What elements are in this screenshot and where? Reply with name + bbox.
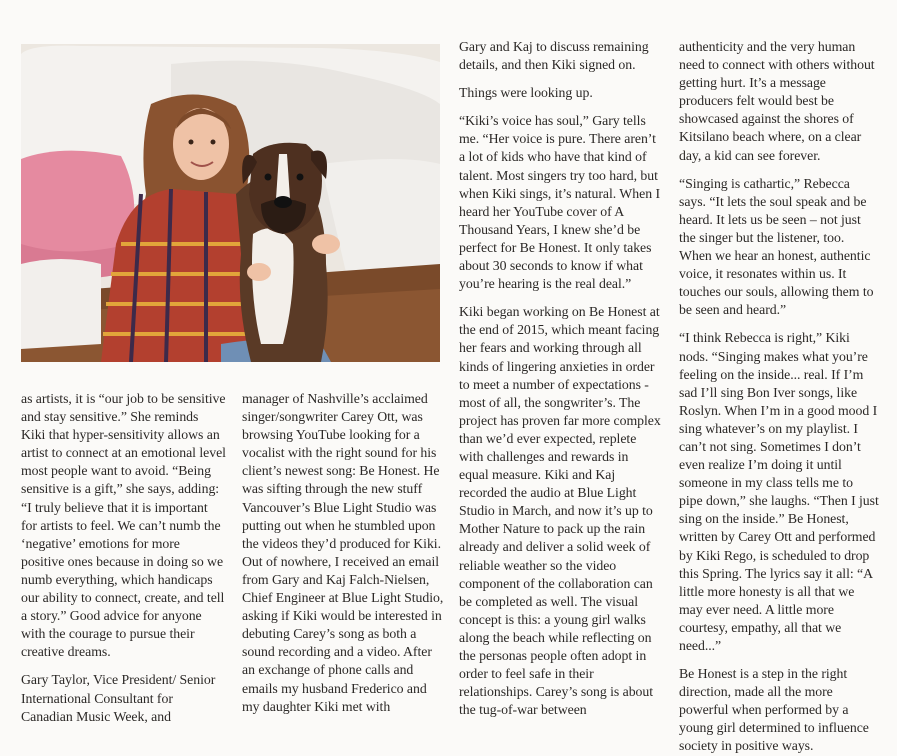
column-4 <box>679 38 879 756</box>
column-2 <box>242 390 444 716</box>
column-4-paragraph-3: “I think Rebecca is right,” Kiki nods. “Singing makes what you’re feeling on the inside... real. If I’m sad I’ll sing Bon Iver songs, like Roslyn. When I’m in a good mood I sing whatever’s on my playlist. I can’t not sing. Sometimes I don’t even realize I’m doing it until someone in my class tells me to pipe down,” she laughs. “Then I just sing on the inside.” Be Honest, written by Carey Ott and performed by Kiki Rego, is scheduled to drop this Spring. The lyrics say it all: “A little more honesty is all that we may ever need. A little more courtesy, empathy, all that we need...” <box>679 330 879 653</box>
column-4-paragraph-4: Be Honest is a step in the right direction, made all the more powerful when performed by a young girl determined to influence society in positive ways. <box>679 666 869 754</box>
column-3-paragraph-1: Gary and Kaj to discuss remaining details, and then Kiki signed on. <box>459 39 649 73</box>
column-3 <box>459 38 661 719</box>
column-1-paragraph-2: Gary Taylor, Vice President/ Senior International Consultant for Canadian Music Week, and <box>21 672 216 724</box>
column-1 <box>21 390 226 726</box>
photo-kiki-with-dog <box>21 44 440 362</box>
column-2-paragraph-1: manager of Nashville’s acclaimed singer/songwriter Carey Ott, was browsing YouTube looking for a vocalist with the right sound for his client’s newest song: Be Honest. He was sifting through the new stuff Vancouver’s Blue Light Studio was putting out when he stumbled upon the videos they’d produced for Kiki. Out of nowhere, I received an email from Gary and Kaj Falch-Nielsen, Chief Engineer at Blue Light Studio, asking if Kiki would be interested in debuting Carey’s song as both a sound recording and a video. After an exchange of phone calls and emails my husband Frederico and my daughter Kiki met with <box>242 391 444 714</box>
column-3-paragraph-2: Things were looking up. <box>459 85 593 101</box>
photo-illustration <box>21 44 440 362</box>
column-3-paragraph-3: “Kiki’s voice has soul,” Gary tells me. “Her voice is pure. There aren’t a lot of kids who have that kind of talent. Most singers try too hard, but when Kiki sings, it’s natural. When I heard her YouTube cover of A Thousand Years, I knew she’d be perfect for Be Honest. It only takes about 30 seconds to know if what you’re hearing is the real deal.” <box>459 113 660 292</box>
column-4-paragraph-2: “Singing is cathartic,” Rebecca says. “It lets the soul speak and be heard. It lets us be seen – not just the singer but the listener, too. When we hear an honest, authentic voice, it resonates within us. It touches our souls, allowing them to be seen and heard.” <box>679 175 874 318</box>
column-4-paragraph-1: authenticity and the very human need to connect with others without getting hurt. It’s a message producers felt would best be showcased against the shores of Kitsilano beach where, on a clear day, a kid can see forever. <box>679 39 875 163</box>
column-1-paragraph-1: as artists, it is “our job to be sensitive and stay sensitive.” She reminds Kiki that hyper-sensitivity allows an artist to connect at an emotional level most people want to avoid. “Being sensitive is a gift,” she says, adding: “I truly believe that it is important for artists to feel. We can’t numb the ‘negative’ emotions for more positive ones because in doing so we numb everything, which handicaps our ability to connect, create, and tell a story.” Good advice for anyone with the courage to pursue their creative dreams. <box>21 391 226 660</box>
column-3-paragraph-4: Kiki began working on Be Honest at the end of 2015, which meant facing her fears and working through all kinds of lingering anxieties in order to meet a number of expectations - most of all, the songwriter’s. The project has proven far more complex than we’d ever expected, replete with challenges and rewards in equal measure. Kiki and Kaj recorded the audio at Blue Light Studio in March, and now it’s up to Mother Nature to pack up the rain already and deliver a solid week of reliable weather so the video component of the collaboration can be completed as well. The visual concept is this: a young girl walks along the beach while reflecting on the personas people often adopt in order to feel safe in their relationships. Carey’s song is about the tug-of-war between <box>459 304 661 718</box>
